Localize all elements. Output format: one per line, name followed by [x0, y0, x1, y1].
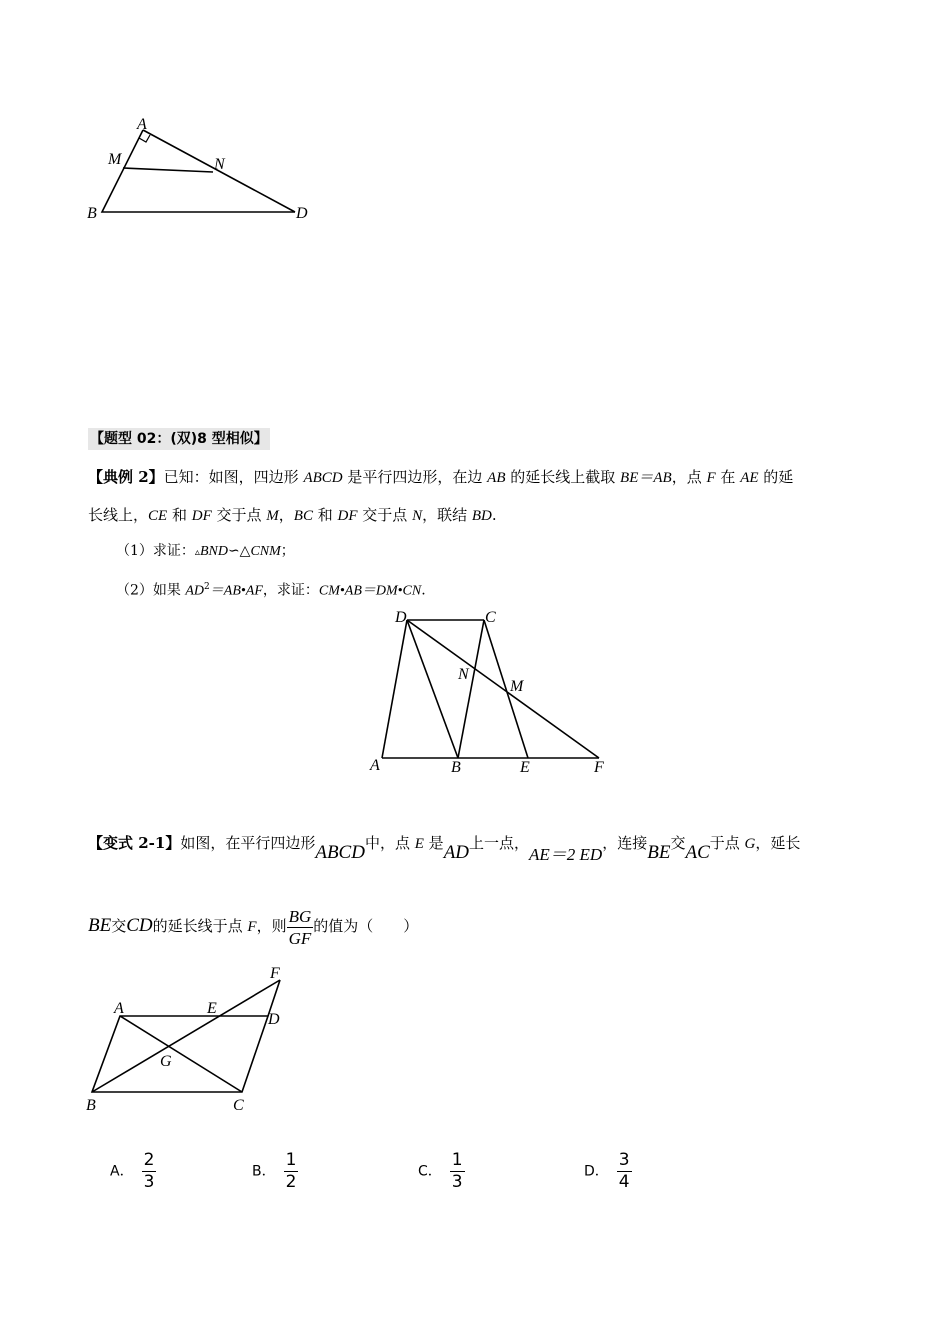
option-a-fraction: $\frac{2}{3}$: [143, 1150, 155, 1192]
segment-df: [407, 620, 599, 758]
label-b: B: [87, 205, 97, 222]
option-c-fraction: $\frac{1}{3}$: [451, 1150, 463, 1192]
option-a[interactable]: A． $\frac{2}{3}$: [110, 1150, 155, 1192]
variant21-line2: BE交CD的延长线于点 F，则 $\frac{BG}{GF}$ 的值为（ ）: [88, 906, 419, 948]
label-f: F: [594, 759, 604, 776]
label-a: A: [137, 116, 147, 133]
fraction-bg-gf: $\frac{BG}{GF}$: [288, 906, 312, 948]
label-m: M: [510, 678, 524, 695]
example2-line1: 【典例 2】已知：如图，四边形 ABCD 是平行四边形，在边 AB 的延长线上截取 BE＝AB，点 F 在 AE 的延: [88, 468, 794, 486]
option-b[interactable]: B． $\frac{1}{2}$: [252, 1150, 297, 1192]
label-f: F: [270, 965, 280, 982]
side-cb: [458, 620, 484, 758]
figure-parallelogram-bg-gf: [80, 960, 300, 1120]
example2-line2: 长线上，CE 和 DF 交于点 M，BC 和 DF 交于点 N，联结 BD.: [88, 506, 497, 524]
figure-parallelogram-abcd-ef: [362, 604, 622, 780]
option-c[interactable]: C． $\frac{1}{3}$: [418, 1150, 463, 1192]
segment-mn: [123, 168, 213, 172]
label-g: G: [160, 1053, 172, 1070]
option-d-fraction: $\frac{3}{4}$: [618, 1150, 630, 1192]
label-e: E: [207, 1000, 217, 1017]
label-a: A: [114, 1000, 124, 1017]
label-b: B: [451, 759, 461, 776]
label-a: A: [370, 757, 380, 774]
example2-tag: 【典例 2】: [88, 468, 164, 486]
label-d: D: [268, 1011, 280, 1028]
label-b: B: [86, 1097, 96, 1114]
label-c: C: [485, 609, 496, 626]
option-d[interactable]: D． $\frac{3}{4}$: [584, 1150, 630, 1192]
segment-db: [407, 620, 458, 758]
segment-bf: [92, 980, 280, 1092]
label-d: D: [296, 205, 308, 222]
example2-question1: （1）求证：▵BND∽△CNM；: [116, 543, 295, 559]
label-n: N: [214, 156, 225, 173]
figure-triangle-abd: [80, 108, 330, 228]
diagonal-ac: [120, 1016, 242, 1092]
label-n: N: [458, 666, 469, 683]
label-c: C: [233, 1097, 244, 1114]
variant21-line1: 【变式 2-1】如图，在平行四边形ABCD中，点 E 是AD上一点，AE＝2 ED，连接BE交AC于点 G，延长: [88, 834, 801, 864]
label-d: D: [395, 609, 407, 626]
section-heading: 【题型 02：(双)8 型相似】: [88, 428, 270, 450]
label-m: M: [108, 151, 122, 168]
side-da: [382, 620, 407, 758]
label-e: E: [520, 759, 530, 776]
example2-question2: （2）如果 $AD^2=AB•AF$，求证：CM•AB＝DM•CN.: [116, 582, 426, 599]
variant21-tag: 【变式 2-1】: [88, 834, 181, 852]
option-b-fraction: $\frac{1}{2}$: [285, 1150, 297, 1192]
